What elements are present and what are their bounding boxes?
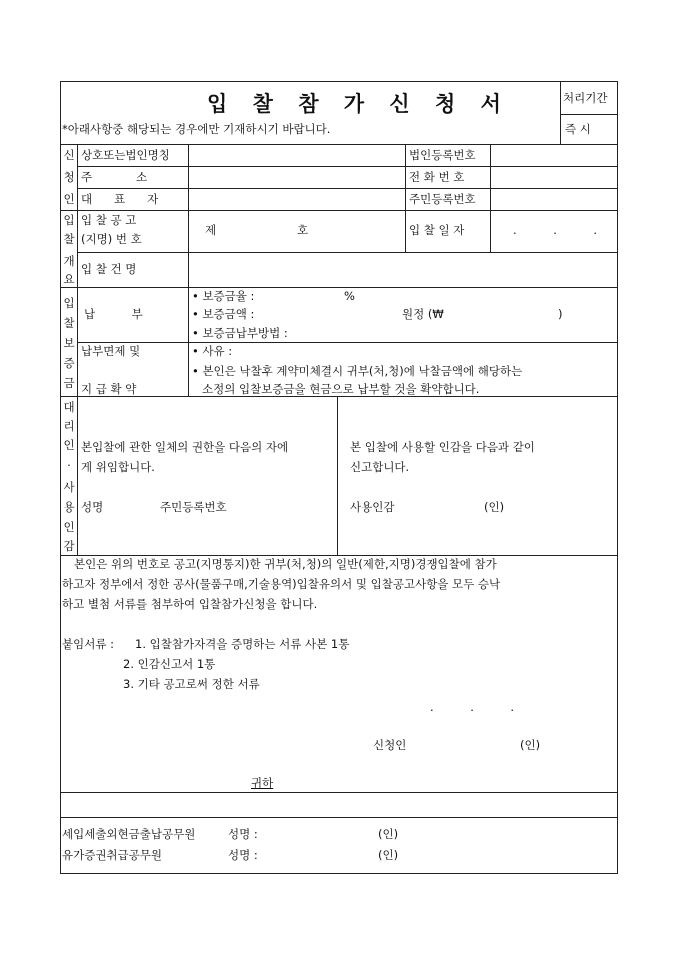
divider <box>60 144 618 145</box>
address-label: 주 소 <box>81 170 148 184</box>
declaration-text: 하고 별첨 서류를 첨부하여 입찰참가신청을 합니다. <box>62 597 318 611</box>
applicant-signature-label: 신청인 <box>373 738 407 752</box>
divider <box>188 144 189 396</box>
bond-method-line: • 보증금납부방법 : <box>192 326 288 340</box>
attachment-item: 2. 인감신고서 1통 <box>123 657 216 671</box>
bid-date-label: 입 찰 일 자 <box>409 223 465 237</box>
divider <box>60 396 618 397</box>
divider <box>560 81 561 144</box>
representative-label: 대 표 자 <box>81 192 159 206</box>
notice-text: *아래사항중 해당되는 경우에만 기재하시기 바랍니다. <box>62 122 331 136</box>
seal-label: 사용인감 <box>350 500 395 514</box>
exemption-label: 납부면제 및 <box>81 344 141 358</box>
agent-section-char: 리 <box>63 419 75 433</box>
applicant-seal: (인) <box>520 738 541 752</box>
processing-period-label: 처리기간 <box>563 91 608 105</box>
pledge-text: • 본인은 낙찰후 계약미체결시 귀부(처,청)에 낙찰금액에 해당하는 <box>192 364 523 378</box>
bid-overview-section-char: 요 <box>63 272 75 286</box>
form-border-right <box>617 81 618 874</box>
agent-section-char: 용 <box>63 500 75 514</box>
divider <box>490 144 491 252</box>
bond-amount-won: 원정 (₩ <box>402 307 444 321</box>
divider <box>60 555 618 556</box>
bid-bond-section-char: 증 <box>63 356 75 370</box>
bond-amount-close: ) <box>558 307 563 321</box>
bid-overview-section-char: 개 <box>63 254 75 268</box>
securities-officer-label: 유가증권취급공무원 <box>62 848 162 862</box>
company-name-label: 상호또는법인명칭 <box>81 148 170 162</box>
notice-no-label: 입 찰 공 고 <box>81 213 137 227</box>
pledge-text: 소정의 입찰보증금을 현금으로 납부할 것을 확약합니다. <box>202 382 480 396</box>
divider <box>77 396 78 555</box>
bid-date-value: . . . <box>513 223 598 237</box>
cash-officer-name-label: 성명 : <box>228 827 258 841</box>
delegation-text: 본입찰에 관한 일체의 권한을 다음의 자에 <box>81 440 289 454</box>
divider <box>560 114 618 115</box>
form-title: 입 찰 참 가 신 청 서 <box>207 91 510 116</box>
attachments-label: 붙임서류 : <box>62 637 114 651</box>
cash-officer-seal: (인) <box>378 827 399 841</box>
divider <box>77 252 618 253</box>
agent-name-label: 성명 <box>81 500 104 514</box>
corp-reg-label: 법인등록번호 <box>409 148 476 162</box>
attachment-item: 1. 입찰참가자격을 증명하는 서류 사본 1통 <box>135 637 350 651</box>
processing-period-value: 즉 시 <box>565 122 591 136</box>
bid-bond-section-char: 입 <box>63 296 75 310</box>
phone-label: 전 화 번 호 <box>409 170 465 184</box>
bid-overview-section-char: 찰 <box>63 232 75 246</box>
agent-section-char: 인 <box>63 438 75 452</box>
delegation-text: 게 위임합니다. <box>81 460 155 474</box>
bid-overview-section-char: 입 <box>63 213 75 227</box>
bid-bond-section-char: 찰 <box>63 316 75 330</box>
divider <box>77 166 618 167</box>
notice-no-label: (지명) 번 호 <box>81 232 142 246</box>
application-date: . . . <box>430 700 515 714</box>
divider <box>77 342 618 343</box>
agent-section-char: 인 <box>63 520 75 534</box>
bid-bond-section-char: 보 <box>63 336 75 350</box>
divider <box>77 188 618 189</box>
recipient-label: 귀하 <box>251 776 274 790</box>
seal-report-text: 신고합니다. <box>350 460 410 474</box>
cash-officer-label: 세입세출외현금출납공무원 <box>62 827 196 841</box>
divider <box>337 396 338 555</box>
divider <box>60 817 618 818</box>
agent-section-char: 대 <box>63 400 75 414</box>
form-border-top <box>60 81 618 82</box>
form-border-bottom <box>60 873 618 874</box>
bond-rate-unit: % <box>344 289 355 303</box>
applicant-section-char: 인 <box>63 192 75 206</box>
agent-section-char: . <box>67 455 71 469</box>
bid-item-label: 입 찰 건 명 <box>81 262 137 276</box>
divider <box>405 144 406 252</box>
agent-section-char: 사 <box>63 480 75 494</box>
divider <box>60 210 618 211</box>
declaration-text: 하고자 정부에서 정한 공사(물품구매,기술용역)입찰유의서 및 입찰공고사항을 모두 승낙 <box>62 577 501 591</box>
payment-label: 납 부 <box>84 307 143 321</box>
bond-rate-line: • 보증금율 : <box>192 289 255 303</box>
declaration-text: 본인은 위의 번호로 공고(지명통지)한 귀부(처,청)의 일반(제한,지명)경쟁입찰에 참가 <box>74 557 497 571</box>
exemption-label: 지 급 확 약 <box>81 382 137 396</box>
attachment-item: 3. 기타 공고로써 정한 서류 <box>123 677 260 691</box>
seal-mark: (인) <box>484 500 505 514</box>
resident-reg-label: 주민등록번호 <box>409 192 476 206</box>
bond-amount-line: • 보증금액 : <box>192 307 255 321</box>
securities-officer-seal: (인) <box>378 848 399 862</box>
agent-section-char: 감 <box>63 539 75 553</box>
notice-no-prefix: 제 <box>205 223 217 237</box>
seal-report-text: 본 입찰에 사용할 인감을 다음과 같이 <box>350 440 535 454</box>
applicant-section-char: 신 <box>63 148 75 162</box>
reason-line: • 사유 : <box>192 344 233 358</box>
securities-officer-name-label: 성명 : <box>228 848 258 862</box>
recipient-underline <box>62 792 277 793</box>
divider <box>60 287 618 288</box>
agent-resident-label: 주민등록번호 <box>160 500 227 514</box>
bid-bond-section-char: 금 <box>63 376 75 390</box>
divider <box>77 144 78 396</box>
notice-no-suffix: 호 <box>297 223 309 237</box>
applicant-section-char: 청 <box>63 170 75 184</box>
